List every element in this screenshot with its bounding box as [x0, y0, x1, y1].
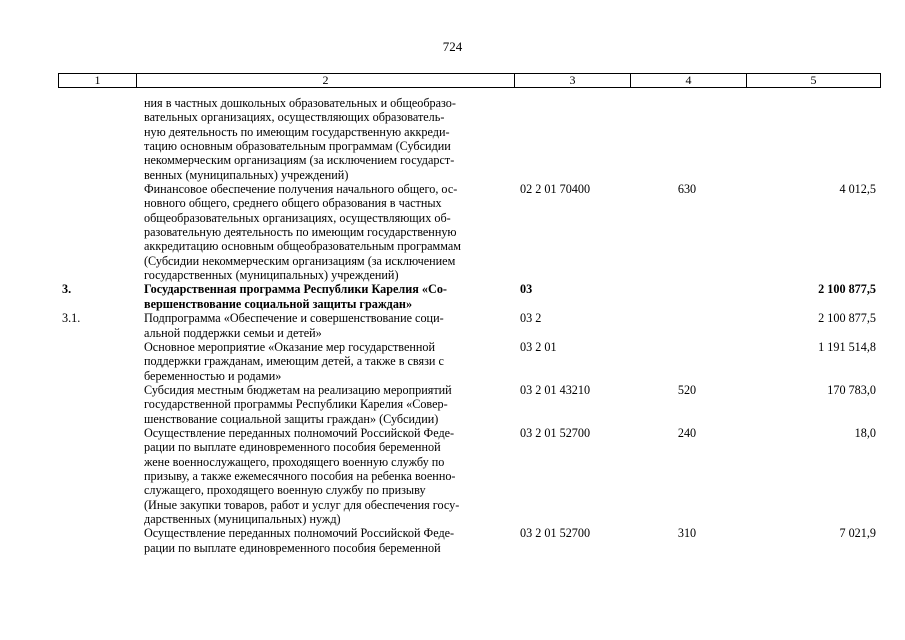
- description-line: Государственная программа Республики Карелия «Со-: [144, 282, 447, 297]
- description-line: новного общего, среднего общего образования в частных: [144, 196, 442, 211]
- column-header-table: [58, 73, 881, 88]
- description-line: рации по выплате единовременного пособия беременной: [144, 540, 441, 555]
- row-description: [144, 311, 508, 340]
- row-amount: 2 100 877,5: [818, 282, 876, 297]
- row-number: 3.1.: [62, 311, 81, 326]
- column-header-1: 1: [59, 74, 137, 88]
- description-line: общеобразовательных организациях, осуществляющих об-: [144, 210, 451, 225]
- row-amount: 4 012,5: [839, 182, 876, 197]
- description-line: некоммерческим организациям (за исключением государст-: [144, 153, 455, 168]
- row-amount: 170 783,0: [827, 382, 876, 397]
- description-line: дарственных (муниципальных) нужд): [144, 511, 341, 526]
- description-line: вершенствование социальной защиты граждан»: [144, 296, 413, 311]
- column-header-2: 2: [137, 74, 515, 88]
- description-line: Основное мероприятие «Оказание мер государственной: [144, 339, 436, 354]
- description-line: (Иные закупки товаров, работ и услуг для обеспечения госу-: [144, 497, 460, 512]
- description-line: государственной программы Республики Карелия «Совер-: [144, 397, 448, 412]
- description-line: рации по выплате единовременного пособия беременной: [144, 440, 441, 455]
- row-target-code: 02 2 01 70400: [520, 182, 591, 197]
- page-number: 724: [442, 39, 463, 54]
- table-row: [58, 282, 880, 311]
- table-row: [58, 96, 880, 182]
- description-line: венных (муниципальных) учреждений): [144, 167, 349, 182]
- row-target-code: 03: [520, 282, 533, 297]
- table-row: [58, 182, 880, 282]
- row-description: [144, 182, 508, 282]
- row-amount: 7 021,9: [839, 526, 876, 541]
- row-target-code: 03 2 01 43210: [520, 382, 591, 397]
- row-expense-type: 240: [677, 425, 697, 440]
- row-description: [144, 340, 508, 383]
- row-target-code: 03 2: [520, 311, 542, 326]
- description-line: государственных (муниципальных) учреждений): [144, 268, 399, 283]
- table-row: [58, 526, 880, 555]
- description-line: Осуществление переданных полномочий Российской Феде-: [144, 526, 455, 541]
- description-line: (Субсидии некоммерческим организациям (за исключением: [144, 253, 456, 268]
- description-line: ния в частных дошкольных образовательных и общеобразо-: [144, 96, 456, 110]
- description-line: Финансовое обеспечение получения начального общего, ос-: [144, 182, 458, 197]
- description-line: альной поддержки семьи и детей»: [144, 325, 322, 340]
- description-line: тацию основным образовательным программам (Субсидии: [144, 139, 451, 154]
- column-header-3: 3: [515, 74, 631, 88]
- row-target-code: 03 2 01 52700: [520, 425, 591, 440]
- description-line: Подпрограмма «Обеспечение и совершенствование соци-: [144, 311, 444, 326]
- description-line: Субсидия местным бюджетам на реализацию мероприятий: [144, 382, 452, 397]
- row-number: 3.: [62, 282, 72, 297]
- row-description: [144, 96, 508, 182]
- description-line: аккредитацию основным общеобразовательным программам: [144, 239, 461, 254]
- column-header-row: [59, 74, 881, 88]
- row-expense-type: 310: [677, 526, 697, 541]
- row-expense-type: 630: [677, 182, 697, 197]
- row-description: [144, 383, 508, 426]
- table-row: [58, 426, 880, 526]
- row-amount: 1 191 514,8: [818, 339, 876, 354]
- row-description: [144, 526, 508, 555]
- description-line: призыву, а также ежемесячного пособия на ребенка военно-: [144, 468, 456, 483]
- row-target-code: 03 2 01 52700: [520, 526, 591, 541]
- column-header-4: 4: [631, 74, 747, 88]
- table-body: [58, 96, 880, 555]
- description-line: жене военнослужащего, проходящего военную службу по: [144, 454, 445, 469]
- row-description: [144, 282, 508, 311]
- description-line: беременностью и родами»: [144, 368, 282, 383]
- description-line: вательных организациях, осуществляющих образователь-: [144, 110, 445, 125]
- table-row: [58, 311, 880, 340]
- row-description: [144, 426, 508, 526]
- table-row: [58, 340, 880, 383]
- description-line: поддержки гражданам, имеющим детей, а также в связи с: [144, 354, 444, 369]
- description-line: разовательную деятельность по имеющим государственную: [144, 225, 457, 240]
- row-amount: 18,0: [854, 425, 876, 440]
- row-target-code: 03 2 01: [520, 339, 557, 354]
- description-line: шенствование социальной защиты граждан» (Субсидии): [144, 411, 439, 426]
- table-row: [58, 383, 880, 426]
- description-line: ную деятельность по имеющим государственную аккреди-: [144, 124, 450, 139]
- row-amount: 2 100 877,5: [818, 311, 876, 326]
- column-header-5: 5: [747, 74, 881, 88]
- description-line: Осуществление переданных полномочий Российской Феде-: [144, 425, 455, 440]
- description-line: служащего, проходящего военную службу по призыву: [144, 483, 426, 498]
- row-expense-type: 520: [677, 382, 697, 397]
